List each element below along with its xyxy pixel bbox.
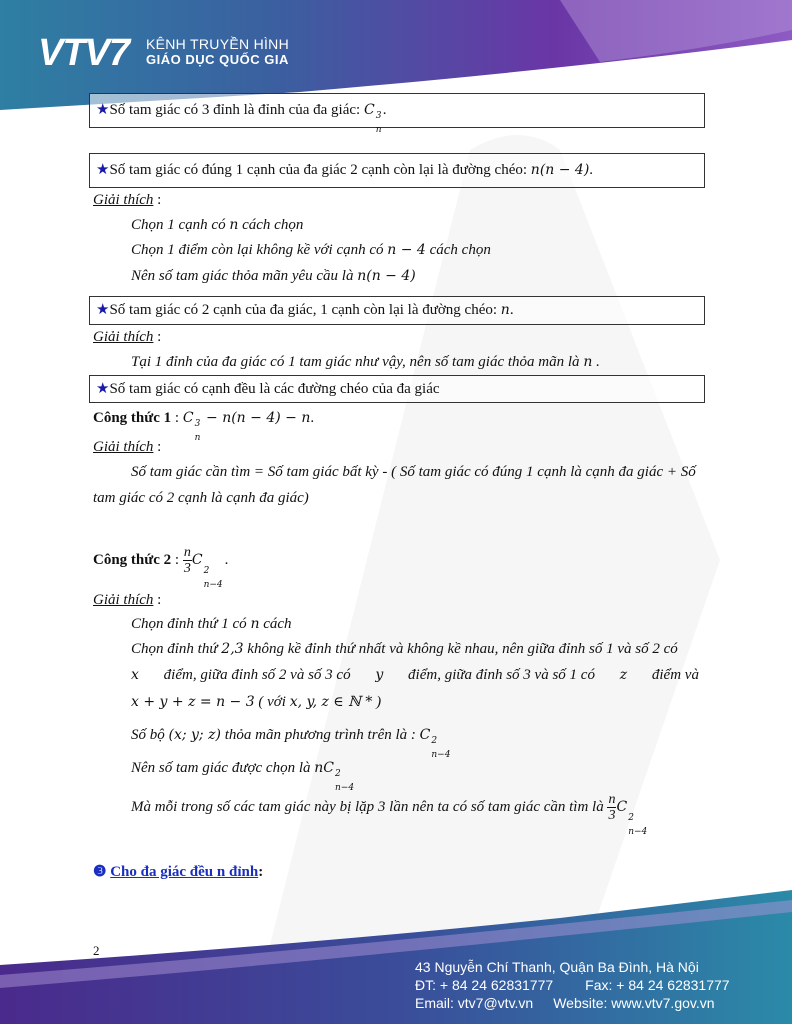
explanation-line: Chọn đỉnh thứ 2,3 không kề đỉnh thứ nhất và không kề nhau, nên giữa đỉnh số 1 và số 2 có — [131, 641, 678, 657]
footer-email-website: Email: vtv7@vtv.vn Website: www.vtv7.gov.vn — [415, 995, 715, 1011]
section-heading: ❸ Cho đa giác đều n đỉnh: — [93, 864, 264, 880]
footer-phone-fax: ĐT: + 84 24 62831777 Fax: + 84 24 62831777 — [415, 977, 730, 993]
explanation-line: x điểm, giữa đỉnh số 2 và số 3 có y điểm, giữa đỉnh số 3 và số 1 có z điểm và — [131, 667, 699, 683]
logo-line2: GIÁO DỤC QUỐC GIA — [146, 52, 289, 67]
star-icon: ★ — [96, 102, 110, 118]
explanation-line: Chọn 1 điểm còn lại không kề với cạnh có n − 4 cách chọn — [131, 242, 491, 258]
explanation-heading: Giải thích : — [93, 192, 162, 208]
explanation-heading: Giải thích : — [93, 592, 162, 608]
explanation-paragraph: tam giác có 2 cạnh là cạnh đa giác) — [93, 490, 309, 506]
box-triangles-one-side: ★Số tam giác có đúng 1 cạnh của đa giác 2 cạnh còn lại là đường chéo: n(n − 4). — [89, 153, 705, 188]
star-icon: ★ — [96, 162, 110, 178]
explanation-line: Nên số tam giác thỏa mãn yêu cầu là n(n − 4) — [131, 268, 416, 284]
formula-1: Công thức 1 : C 3 n − n(n − 4) − n. — [93, 410, 315, 443]
explanation-heading: Giải thích : — [93, 329, 162, 345]
explanation-line: Mà mỗi trong số các tam giác này bị lặp 3 lần nên ta có số tam giác cần tìm là $\frac{n}{3}$ C 2 n−4 — [131, 792, 648, 837]
explanation-line: Chọn 1 cạnh có n cách chọn — [131, 217, 304, 233]
formula-2: Công thức 2 : $\frac{n}{3}$ C 2 n−4 . — [93, 545, 229, 590]
logo-line1: KÊNH TRUYỀN HÌNH — [146, 36, 290, 52]
explanation-line: Nên số tam giác được chọn là nC 2 n−4 — [131, 760, 355, 793]
footer-address: 43 Nguyễn Chí Thanh, Quận Ba Đình, Hà Nội — [415, 959, 699, 975]
explanation-line: Tại 1 đỉnh của đa giác có 1 tam giác như vậy, nên số tam giác thỏa mãn là n . — [131, 354, 600, 370]
box-triangles-two-sides: ★Số tam giác có 2 cạnh của đa giác, 1 cạnh còn lại là đường chéo: n. — [89, 296, 705, 325]
section-title-link[interactable]: Cho đa giác đều n đỉnh — [110, 864, 259, 880]
explanation-paragraph: Số tam giác cần tìm = Số tam giác bất kỳ - ( Số tam giác có đúng 1 cạnh là cạnh đa giác + Số — [131, 464, 696, 480]
star-icon: ★ — [96, 302, 110, 318]
explanation-line: x + y + z = n − 3 ( với x, y, z ∈ ℕ * ) — [131, 694, 382, 710]
star-icon: ★ — [96, 381, 110, 397]
page-number: 2 — [93, 943, 100, 958]
footer-contact — [415, 958, 730, 1012]
explanation-line: Chọn đỉnh thứ 1 có n cách — [131, 616, 292, 632]
circled-three-icon: ❸ — [93, 864, 107, 880]
explanation-line: Số bộ (x; y; z) thỏa mãn phương trình trên là : C 2 n−4 — [131, 727, 451, 760]
explanation-heading: Giải thích : — [93, 439, 162, 455]
box-triangles-all-vertices: ★Số tam giác có 3 đỉnh là đỉnh của đa giác: C 3 n . — [89, 93, 705, 128]
box-triangles-all-diagonals: ★Số tam giác có cạnh đều là các đường chéo của đa giác — [89, 375, 705, 403]
logo-mark: VTV7 — [38, 32, 130, 74]
